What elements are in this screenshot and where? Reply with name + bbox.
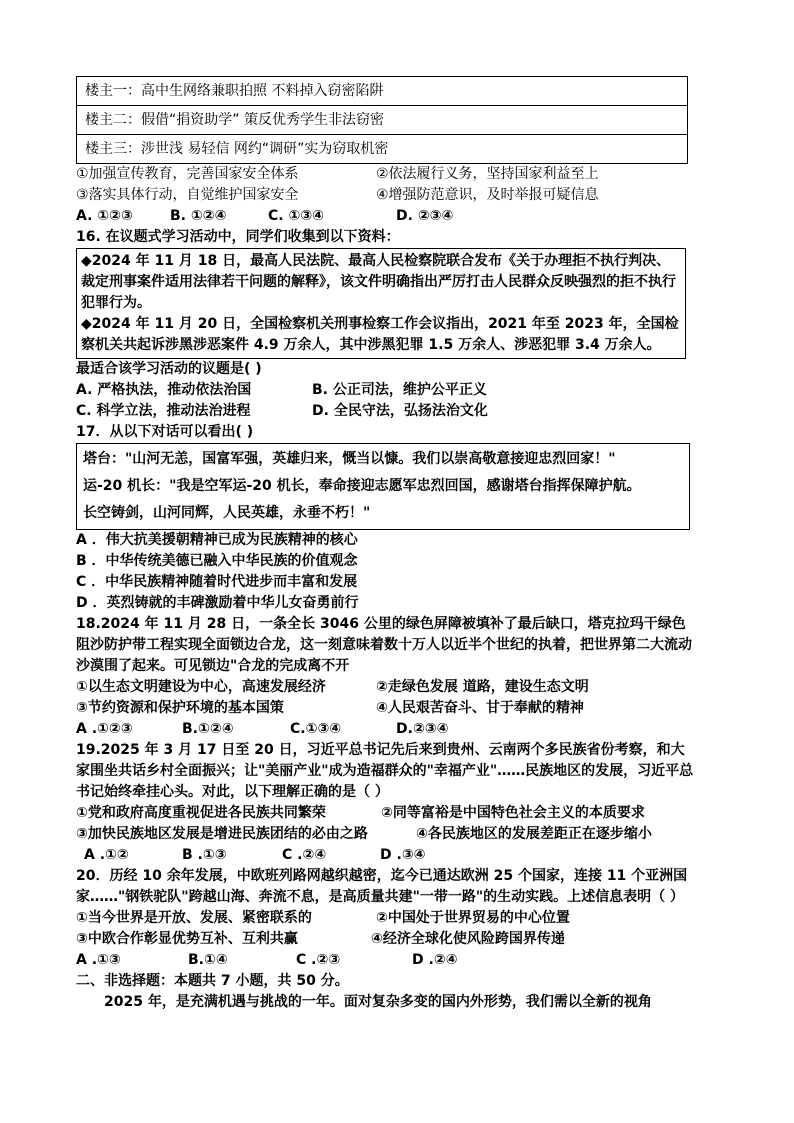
q19-statement-4: ④各民族地区的发展差距正在逐步缩小	[416, 826, 652, 842]
q18-statement-2: ②走绿色发展 道路，建设生态文明	[376, 679, 589, 695]
table-row: 楼主一：高中生网络兼职拍照 不料掉入窃密陷阱	[77, 77, 687, 106]
exam-page	[76, 76, 696, 1013]
q16-material-box	[76, 248, 686, 359]
q15-option-b[interactable]: B. ①②④	[170, 208, 227, 224]
q16-material-1: ◆2024 年 11 月 18 日，最高人民法院、最高人民检察院联合发布《关于办理拒不执行判决、裁定刑事案件适用法律若干问题的解释》，该文件明确指出严厉打击人民群众反映强烈的拒不执行犯罪行为。	[81, 253, 676, 311]
q20-option-a[interactable]: A .①③	[76, 952, 121, 968]
q15-statement-3: ③落实具体行动，自觉维护国家安全	[76, 187, 299, 203]
q17-option-d[interactable]: D ．英烈铸就的丰碑激励着中华儿女奋勇前行	[76, 595, 359, 611]
q19-statement-3: ③加快民族地区发展是增进民族团结的必由之路	[76, 826, 368, 842]
q19-statement-2: ②同等富裕是中国特色社会主义的本质要求	[381, 805, 645, 821]
q17-dialogue-closing: 长空铸剑，山河同辉，人民英雄，永垂不朽！"	[83, 505, 371, 521]
q20-option-b[interactable]: B.①④	[188, 952, 228, 968]
q19-statement-1: ①党和政府高度重视促进各民族共同繁荣	[76, 805, 326, 821]
q18-statement-1: ①以生态文明建设为中心，高速发展经济	[76, 679, 326, 695]
q15-option-d[interactable]: D. ②③④	[396, 208, 454, 224]
q18-option-a[interactable]: A .①②③	[76, 721, 133, 737]
section-intro: 2025 年，是充满机遇与挑战的一年。面对复杂多变的国内外形势，我们需以全新的视角	[104, 994, 652, 1010]
q15-statement-1: ①加强宣传教育，完善国家安全体系	[76, 166, 299, 182]
q16-option-b[interactable]: B. 公正司法，维护公平正义	[312, 382, 487, 398]
q16-stem: 16. 在议题式学习活动中，同学们收集到以下资料：	[76, 229, 400, 245]
section-heading: 二、非选择题：本题共 7 小题，共 50 分。	[76, 973, 349, 989]
q16-option-a[interactable]: A. 严格执法，推动依法治国	[76, 382, 252, 398]
q16-option-c[interactable]: C. 科学立法，推动法治进程	[76, 403, 251, 419]
q18-option-c[interactable]: C.①③④	[290, 721, 342, 737]
q20-option-c[interactable]: C .②③	[296, 952, 341, 968]
q20-option-d[interactable]: D .②④	[412, 952, 458, 968]
q16-material-2: ◆2024 年 11 月 20 日，全国检察机关刑事检察工作会议指出，2021 年至 2023 年，全国检察机关共起诉涉黑涉恶案件 4.9 万余人，其中涉黑犯罪 1.5 万余人、涉恶犯罪 3.4 万余人。	[81, 316, 679, 353]
q15-statement-4: ④增强防范意识，及时举报可疑信息	[376, 187, 599, 203]
q18-statement-4: ④人民艰苦奋斗、甘于奉献的精神	[376, 700, 584, 716]
q17-option-c[interactable]: C ．中华民族精神随着时代进步而丰富和发展	[76, 574, 358, 590]
q15-statement-2: ②依法履行义务，坚持国家利益至上	[376, 166, 599, 182]
q19-option-c[interactable]: C .②④	[282, 847, 327, 863]
q17-dialogue-box	[76, 443, 690, 530]
q19-option-a[interactable]: A .①②	[84, 847, 129, 863]
forum-posts-table	[76, 76, 688, 164]
q19-option-d[interactable]: D .③④	[380, 847, 426, 863]
q15-statements	[76, 164, 696, 227]
q17-dialogue-tower: 塔台："山河无恙，国富军强，英雄归来，慨当以慷。我们以崇高敬意接迎忠烈回家！"	[83, 451, 616, 467]
q16-question: 最适合该学习活动的议题是( )	[76, 361, 262, 377]
table-row: 楼主三：涉世浅 易轻信 网约“调研”实为窃取机密	[85, 141, 389, 157]
q20-statement-4: ④经济全球化使风险跨国界传递	[371, 931, 565, 947]
q19-option-b[interactable]: B .①③	[182, 847, 227, 863]
q17-option-a[interactable]: A ．伟大抗美援朝精神已成为民族精神的核心	[76, 532, 358, 548]
q20-statement-2: ②中国处于世界贸易的中心位置	[376, 910, 570, 926]
q20-stem: 20．历经 10 余年发展，中欧班列路网越织越密，迄今已通达欧洲 25 个国家，连接 11 个亚洲国家……"钢铁驼队"跨越山海、奔流不息，是高质量共建"一带一路"的生动实践。上述信息表明（ ）	[76, 868, 688, 905]
q19-stem: 19.2025 年 3 月 17 日至 20 日，习近平总书记先后来到贵州、云南两个多民族省份考察，和大家围坐共话乡村全面振兴；让"美丽产业"成为造福群众的"幸福产业"……民族地区的发展，习近平总书记始终牵挂心头。对此，以下理解正确的是（ ）	[76, 742, 694, 800]
q15-option-c[interactable]: C. ①③④	[268, 208, 325, 224]
q16-option-d[interactable]: D. 全民守法，弘扬法治文化	[312, 403, 488, 419]
q17-dialogue-captain: 运-20 机长："我是空军运-20 机长，奉命接迎志愿军忠烈回国，感谢塔台指挥保障护航。	[83, 478, 641, 494]
table-row: 楼主二：假借“捐资助学” 策反优秀学生非法窃密	[77, 106, 687, 135]
q17-stem: 17．从以下对话可以看出( )	[76, 424, 254, 440]
q18-option-b[interactable]: B.①②④	[182, 721, 234, 737]
q18-statement-3: ③节约资源和保护环境的基本国策	[76, 700, 284, 716]
q17-option-b[interactable]: B ．中华传统美德已融入中华民族的价值观念	[76, 553, 358, 569]
q20-statement-1: ①当今世界是开放、发展、紧密联系的	[76, 910, 312, 926]
q18-stem: 18.2024 年 11 月 28 日，一条全长 3046 公里的绿色屏障被填补了最后缺口，塔克拉玛干绿色阻沙防护带工程实现全面锁边合龙，这一刻意味着数十万人以近半个世纪的执着，把世界第二大流动沙漠围了起来。可见锁边"合龙的完成离不开	[76, 616, 692, 674]
q20-statement-3: ③中欧合作彰显优势互补、互利共赢	[76, 931, 298, 947]
q18-option-d[interactable]: D.②③④	[396, 721, 449, 737]
q15-option-a[interactable]: A. ①②③	[76, 208, 133, 224]
